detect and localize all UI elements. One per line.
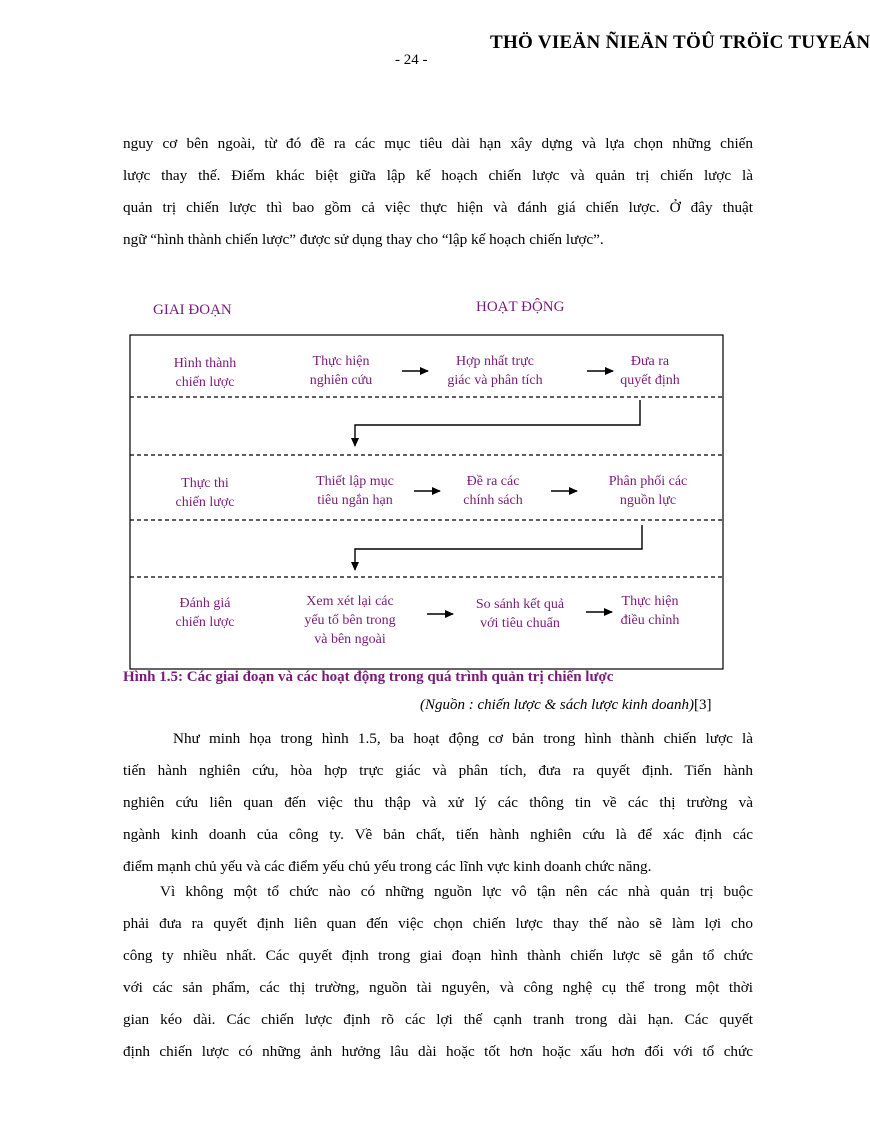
paragraph-line: tiến hành nghiên cứu, hòa hợp trực giác và phân tích, đưa ra quyết định. Tiến hành xyxy=(123,762,753,779)
paragraph-line: quản trị chiến lược thì bao gồm cả việc thực hiện và đánh giá chiến lược. Ở đây thuật xyxy=(123,199,753,216)
paragraph-2 xyxy=(123,723,753,883)
stage-label: Thực thi chiến lược xyxy=(175,476,235,510)
paragraph-line: phải đưa ra quyết định liên quan đến việc chọn chiến lược thay thế nào sẽ làm lợi cho xyxy=(123,915,753,932)
paragraph-line: với các sản phẩm, các thị trường, nguồn tài nguyên, và công nghệ cụ thể trong một thời xyxy=(123,979,753,996)
activity-column-header: HOẠT ĐỘNG xyxy=(476,299,565,315)
paragraph-line: nghiên cứu liên quan đến việc thu thập và xử lý các thông tin về các thị trường và xyxy=(123,794,753,811)
stage-label: Hình thành chiến lược xyxy=(173,356,237,390)
paragraph-line: ngữ “hình thành chiến lược” được sử dụng thay cho “lập kế hoạch chiến lược”. xyxy=(123,231,604,248)
stage-label: Đánh giá chiến lược xyxy=(175,596,235,630)
activity-box: Xem xét lại các yếu tố bên trong và bên ngoài xyxy=(304,594,396,647)
activity-box: So sánh kết quả với tiêu chuẩn xyxy=(475,597,565,631)
figure-caption: Hình 1.5: Các giai đoạn và các hoạt động trong quá trình quản trị chiến lược xyxy=(123,669,614,685)
activity-box: Thực hiện nghiên cứu xyxy=(309,354,373,388)
paragraph-line: công ty nhiều nhất. Các quyết định trong giai đoạn hình thành chiến lược sẽ gắn tổ chức xyxy=(123,947,753,964)
paragraph-3 xyxy=(123,876,753,1068)
paragraph-line: điểm mạnh chủ yếu và các điểm yếu chủ yếu trong các lĩnh vực kinh doanh chức năng. xyxy=(123,858,652,875)
paragraph-line: Như minh họa trong hình 1.5, ba hoạt động cơ bản trong hình thành chiến lược là xyxy=(173,730,753,747)
paragraph-line: ngành kinh doanh của công ty. Về bản chất, tiến hành nghiên cứu là để xác định các xyxy=(123,826,753,843)
stage-connector-arrow xyxy=(355,525,642,570)
stage-connector-arrow xyxy=(355,400,640,446)
activity-box: Đưa ra quyết định xyxy=(620,354,680,388)
activity-box: Hợp nhất trực giác và phân tích xyxy=(447,354,543,388)
figure-source xyxy=(420,697,711,714)
activity-box: Đề ra các chính sách xyxy=(463,474,523,508)
activity-box: Thực hiện điều chỉnh xyxy=(620,594,680,628)
figure-source-ref: [3] xyxy=(693,697,712,713)
paragraph-line: Vì không một tổ chức nào có những nguồn lực vô tận nên các nhà quản trị buộc xyxy=(160,883,753,900)
paragraph-line: định chiến lược có những ảnh hưởng lâu dài hoặc tốt hơn hoặc xấu hơn đối với tổ chức xyxy=(123,1043,753,1060)
paragraph-line: gian kéo dài. Các chiến lược định rõ các lợi thế cạnh tranh trong dài hạn. Các quyết xyxy=(123,1011,753,1028)
page-header-title: THÖ VIEÄN ÑIEÄN TÖÛ TRÖÏC TUYEÁN xyxy=(490,32,870,53)
paragraph-line: lược thay thế. Điểm khác biệt giữa lập kế hoạch chiến lược và quản trị chiến lược là xyxy=(123,167,753,184)
paragraph-line: nguy cơ bên ngoài, từ đó đề ra các mục tiêu dài hạn xây dựng và lựa chọn những chiến xyxy=(123,135,753,152)
activity-box: Phân phối các nguồn lực xyxy=(608,474,688,508)
page-number: - 24 - xyxy=(395,52,428,68)
figure-source-text: (Nguồn : chiến lược & sách lược kinh doanh) xyxy=(420,697,694,713)
activity-box: Thiết lập mục tiêu ngắn hạn xyxy=(316,474,394,508)
stage-column-header: GIAI ĐOẠN xyxy=(153,302,232,318)
